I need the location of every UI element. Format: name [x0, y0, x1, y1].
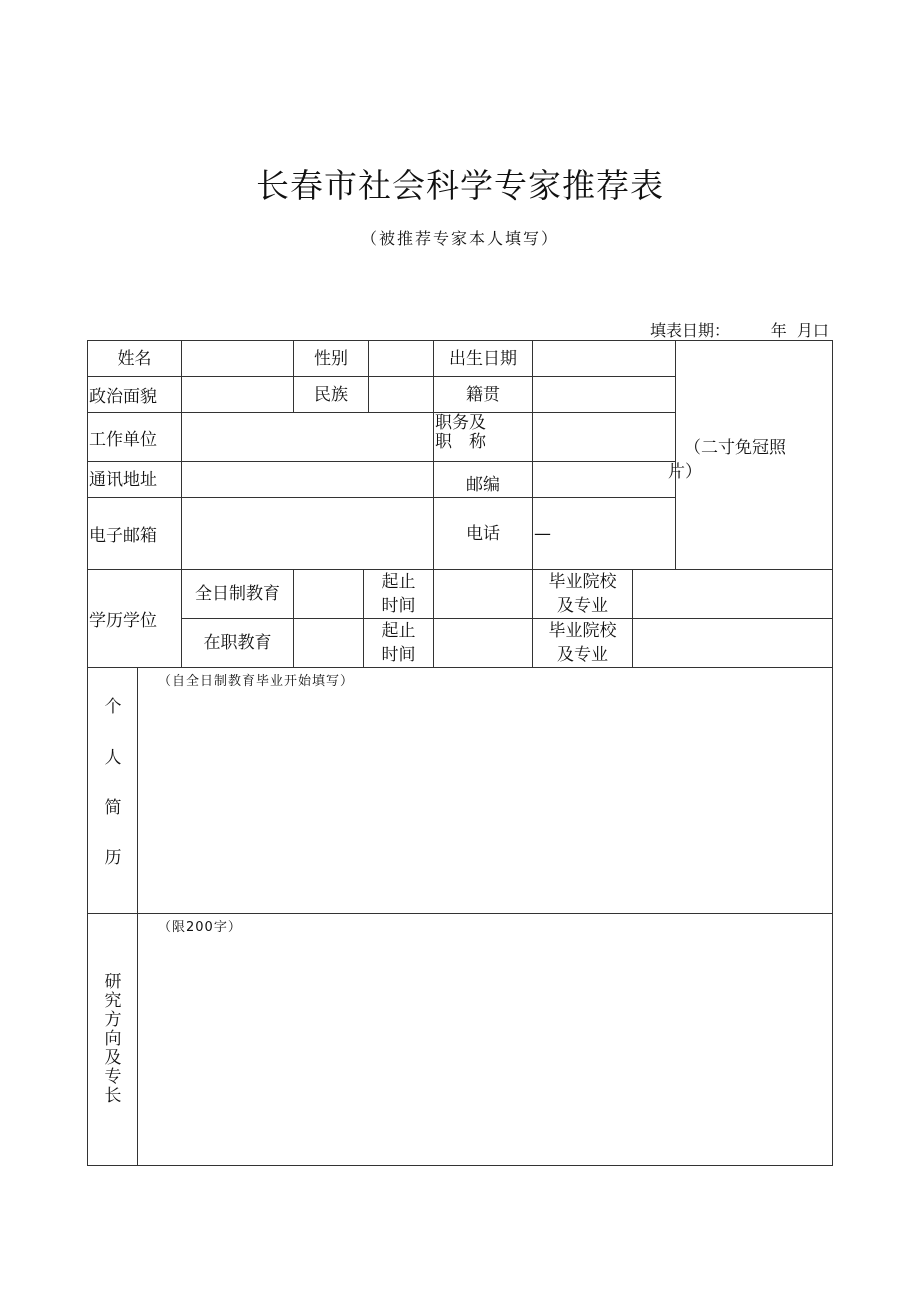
name-label: 姓名	[87, 340, 181, 376]
fill-date-year: 年	[770, 321, 787, 340]
birth-label: 出生日期	[433, 340, 532, 376]
resume-char: 人	[104, 748, 122, 768]
gender-field[interactable]	[368, 340, 433, 376]
fulltime-period-line2: 时间	[381, 596, 416, 616]
ethnicity-label: 民族	[293, 376, 368, 412]
address-field[interactable]	[181, 461, 433, 497]
native-label: 籍贯	[433, 376, 532, 412]
political-field[interactable]	[181, 376, 293, 412]
resume-label	[87, 667, 137, 913]
inservice-period-label	[363, 618, 433, 667]
inservice-period-field[interactable]	[433, 618, 532, 667]
inservice-period-line2: 时间	[381, 645, 416, 665]
inservice-period-line1: 起止	[381, 621, 416, 641]
position-label-line1: 职务及	[435, 413, 486, 433]
email-field[interactable]	[181, 497, 433, 569]
workplace-label: 工作单位	[87, 412, 181, 461]
form-title: 长春市社会科学专家推荐表	[256, 166, 664, 205]
name-field[interactable]	[181, 340, 293, 376]
fulltime-school-line2: 及专业	[557, 596, 608, 616]
inservice-school-label	[532, 618, 632, 667]
address-label: 通讯地址	[89, 470, 157, 490]
fill-date-label: 填表日期：	[650, 321, 731, 340]
position-label-line2: 职 称	[435, 432, 486, 452]
inservice-degree-field[interactable]	[293, 618, 363, 667]
research-char: 及	[104, 1048, 122, 1068]
address-label-cell	[87, 461, 181, 497]
resume-char: 历	[104, 848, 122, 868]
research-char: 长	[104, 1086, 122, 1106]
postcode-label: 邮编	[466, 475, 500, 495]
research-char: 方	[104, 1010, 122, 1030]
position-field[interactable]	[532, 412, 675, 461]
resume-char: 个	[104, 697, 122, 717]
phone-label: 电话	[433, 497, 532, 569]
gender-label: 性别	[293, 340, 368, 376]
form-subtitle: （被推荐专家本人填写）	[360, 229, 559, 248]
inservice-school-line1: 毕业院校	[548, 621, 617, 641]
email-label: 电子邮箱	[87, 497, 181, 569]
fulltime-school-field[interactable]	[632, 569, 833, 618]
fulltime-label: 全日制教育	[181, 569, 293, 618]
position-label	[433, 412, 532, 461]
fill-date	[650, 318, 829, 341]
native-field[interactable]	[532, 376, 675, 412]
birth-field[interactable]	[532, 340, 675, 376]
workplace-field[interactable]	[181, 412, 433, 461]
fulltime-period-field[interactable]	[433, 569, 532, 618]
research-label	[87, 913, 137, 1166]
fulltime-school-line1: 毕业院校	[548, 572, 617, 592]
photo-note-line1: （二寸免冠照	[684, 438, 786, 458]
fill-date-month-day: 月口	[796, 321, 829, 340]
resume-field[interactable]	[137, 667, 833, 913]
fulltime-school-label	[532, 569, 632, 618]
education-label: 学历学位	[87, 569, 181, 667]
phone-value: —	[534, 523, 551, 544]
research-field[interactable]	[137, 913, 833, 1166]
postcode-field[interactable]	[532, 461, 675, 497]
research-char: 向	[104, 1029, 122, 1049]
research-char: 究	[104, 991, 122, 1011]
fulltime-period-label	[363, 569, 433, 618]
inservice-label: 在职教育	[181, 618, 293, 667]
resume-char: 简	[104, 798, 122, 818]
research-char: 研	[104, 972, 122, 992]
fulltime-period-line1: 起止	[381, 572, 416, 592]
political-label: 政治面貌	[87, 376, 181, 412]
research-note: （限200字）	[158, 920, 242, 935]
recommendation-form-table	[87, 340, 833, 1166]
postcode-label-cell	[433, 461, 532, 497]
resume-note: （自全日制教育毕业开始填写）	[158, 674, 355, 689]
inservice-school-field[interactable]	[632, 618, 833, 667]
ethnicity-field[interactable]	[368, 376, 433, 412]
fulltime-degree-field[interactable]	[293, 569, 363, 618]
research-char: 专	[104, 1067, 122, 1087]
phone-field[interactable]	[532, 497, 675, 569]
photo-note-line2: 片）	[668, 462, 702, 482]
inservice-school-line2: 及专业	[557, 645, 608, 665]
photo-cell[interactable]	[668, 340, 833, 569]
